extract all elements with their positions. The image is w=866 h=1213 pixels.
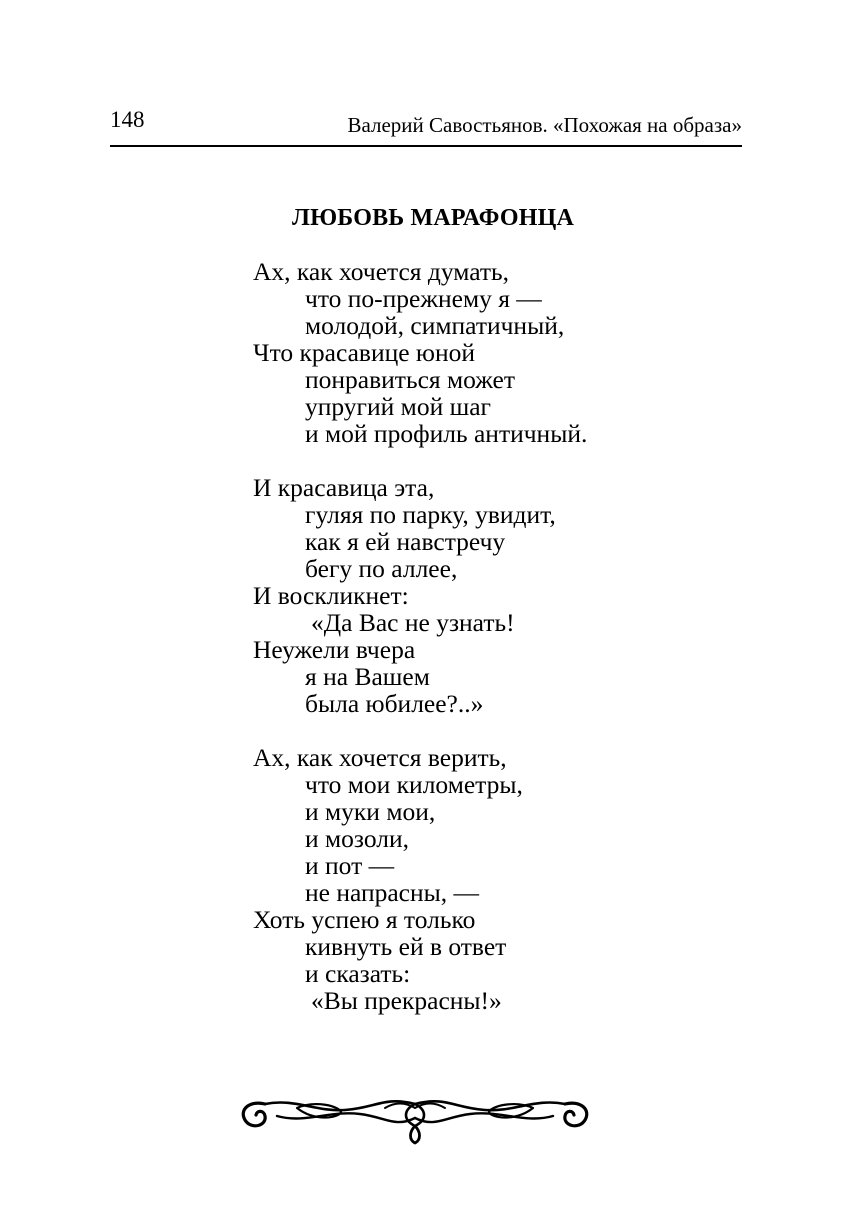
poem-line: как я ей навстречу: [305, 527, 506, 556]
poem-line: что по-прежнему я —: [305, 284, 542, 313]
poem-line: и мозоли,: [305, 824, 409, 853]
poem-line: «Да Вас не узнать!: [311, 608, 515, 637]
poem-line: и мой профиль античный.: [305, 419, 588, 448]
page-number: 148: [110, 107, 145, 132]
poem-line: Неужели вчера: [253, 635, 416, 664]
stanza: [253, 744, 587, 1014]
poem-line: понравиться может: [305, 365, 515, 394]
poem-line: Что красавице юной: [253, 338, 476, 367]
flourish-divider-icon: [235, 1088, 595, 1148]
poem-line: Хоть успею я только: [253, 905, 476, 934]
poem-line: И красавица эта,: [253, 473, 435, 502]
poem-line: упругий мой шаг: [305, 392, 492, 421]
poem-line: «Вы прекрасны!»: [311, 986, 502, 1015]
poem-line: что мои километры,: [305, 770, 523, 799]
poem-line: И воскликнет:: [253, 581, 409, 610]
poem-line: кивнуть ей в ответ: [305, 932, 507, 961]
poem-line: Ах, как хочется думать,: [253, 257, 510, 286]
stanza: [253, 258, 587, 447]
stanza: [253, 474, 587, 717]
header-rule: [110, 145, 742, 147]
poem-line: я на Вашем: [305, 662, 430, 691]
running-head: Валерий Савостьянов. «Похожая на образа»: [347, 113, 742, 137]
poem-title: ЛЮБОВЬ МАРАФОНЦА: [292, 205, 574, 231]
poem-line: бегу по аллее,: [305, 554, 458, 583]
poem-line: не напрасны, —: [305, 878, 480, 907]
poem-line: и муки мои,: [305, 797, 436, 826]
poem-line: и пот —: [305, 851, 395, 880]
poem-line: гуляя по парку, увидит,: [305, 500, 556, 529]
poem-line: была юбилее?..»: [305, 689, 484, 718]
poem-body: [253, 258, 587, 1014]
poem-line: и сказать:: [305, 959, 411, 988]
poem-line: молодой, симпатичный,: [305, 311, 565, 340]
poem-line: Ах, как хочется верить,: [253, 743, 507, 772]
